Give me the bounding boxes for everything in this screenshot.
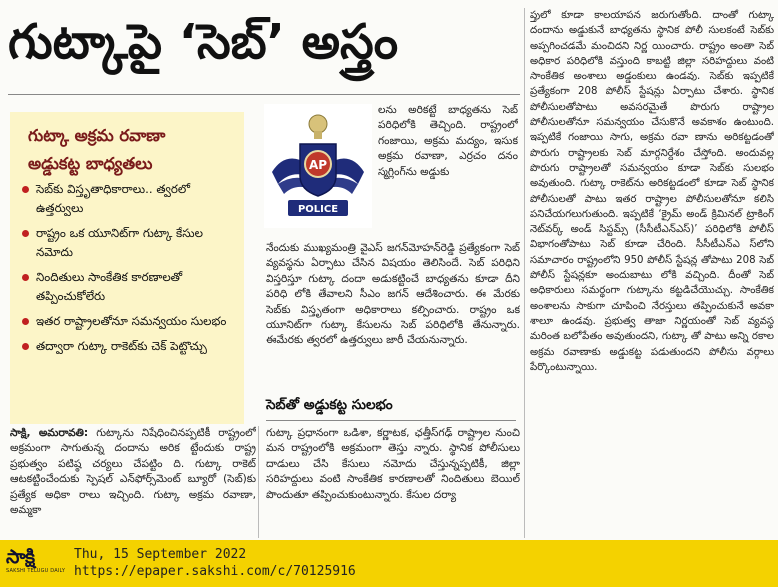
emblem-police-text: POLICE	[297, 204, 339, 215]
highlight-item: తద్వారా గుట్కా రాకెట్‌కు చెక్‌ పెట్టొచ్చు	[22, 337, 236, 356]
ap-police-emblem-svg	[264, 104, 372, 228]
article-text-mid-top: లను అరికట్టే బాధ్యతను సెబ్‌ పరిధిలోకి తెచ్చింది. రాష్ట్రంలో గంజాయి, అక్రమ మద్యం, ఇసుక అక్రమ రవాణా, ఎర్రచం దనం స్మగ్లింగ్‌ను అడ్డుకు	[378, 104, 518, 178]
highlight-item: నిందితులు సాంకేతిక కారణాలతో తప్పించుకోలేరు	[22, 268, 236, 306]
highlight-item: సెబ్‌కు విస్తృతాధికారాలు.. త్వరలో ఉత్తర్వులు	[22, 180, 236, 218]
highlights-box	[10, 112, 244, 424]
bullet-icon	[22, 343, 29, 350]
highlights-title	[28, 122, 238, 178]
edition-url[interactable]: https://epaper.sakshi.com/c/70125916	[74, 564, 356, 579]
article-text-mid-body: నేందుకు ముఖ్యమంత్రి వైఎస్‌ జగన్‌మోహన్‌రెడ్డి ప్రత్యేకంగా సెబ్‌ వ్యవస్థను ఏర్పాటు చేసిన విషయం తెలిసిందే. సెబ్‌ పరిధిని విస్తరిస్తూ గుట్కా దందా అడుకట్టించే బాధ్యతను కూడా దీని పరిధి లోకి తేవాలని సీఎం జగన్‌ ఆదేశించారు. ఈ మేరకు సెబ్‌కు విస్తృతంగా అధికారాలు కల్పించారు. రాష్ట్రం ఒక యూనిట్‌గా గుట్కా కేసులను సెబ్‌ పరిధిలోకి తేనున్నారు. ఈమేరకు త్వరలో ఉత్తర్వులు జారీ చేయనున్నారు.	[266, 242, 520, 347]
sakshi-logo-icon[interactable]	[6, 546, 66, 582]
subheading-rule	[266, 420, 516, 421]
article-lead: గుట్కాను నిషేధించినప్పటికీ రాష్ట్రంలో అక్రమంగా సాగుతున్న దందాను అరిక ట్టేందుకు రాష్ట్ర ప్రభుత్వం పటిష్ఠ చర్యలు చేపట్టిం ది. గుట్కా రాకెట్‌ ఆటకట్టించేందుకు స్పెషల్‌ ఎన్‌ఫోర్స్‌మెంట్‌ బ్యూరో (సెబ్‌)కు ప్రత్యేక అధికా రాలు ఇచ్చింది. గుట్కా అక్రమ రవాణా, అమ్మకా	[10, 427, 256, 517]
highlight-item: రాష్ట్రం ఒక యూనిట్‌గా గుట్కా కేసుల నమోదు	[22, 224, 236, 262]
headline: గుట్కాపై ‘సెబ్‌’ అస్త్రం	[8, 14, 399, 70]
headline-rule	[8, 94, 520, 95]
sakshi-brand: సాక్షి	[6, 546, 35, 568]
article-text-bottom-left	[10, 426, 256, 538]
highlights-title-line2: అడ్డుకట్ట బాధ్యతలు	[28, 154, 153, 173]
article-text-bottom-mid: గుట్కా ప్రధానంగా ఒడిశా, కర్ణాటక, ఛత్తీస్‌గఢ్‌ రాష్ట్రాల నుంచి మన రాష్ట్రంలోకి అక్రమంగా తెస్తు న్నారు. స్థానిక పోలీసులు దాడులు చేసి కేసులు నమోదు చేస్తున్నప్పటికీ, జిల్లా సరిహద్దులు వంటి సాంకేతిక కారణాలతో నిందితులు బెయిల్‌ పొందుతూ తప్పించుకుంటున్నారు. కేసుల దర్యా	[266, 427, 520, 501]
highlight-item: ఇతర రాష్ట్రాలతోనూ సమన్వయం సులభం	[22, 312, 236, 331]
subheading: సెబ్‌తో అడ్డుకట్ట సులభం	[266, 397, 393, 413]
sakshi-brand-sub: SAKSHI TELUGU DAILY	[6, 568, 66, 574]
dateline: సాక్షి, అమరావతి:	[10, 427, 89, 439]
highlights-list	[22, 180, 236, 362]
highlights-title-line1: గుట్కా అక్రమ రవాణా	[28, 126, 166, 145]
edition-date: Thu, 15 September 2022	[74, 547, 247, 562]
column-divider	[524, 8, 525, 538]
emblem-ap-text: AP	[308, 158, 328, 172]
bullet-icon	[22, 186, 29, 193]
column-divider	[258, 426, 259, 538]
epaper-footer	[0, 540, 778, 587]
bullet-icon	[22, 230, 29, 237]
bullet-icon	[22, 274, 29, 281]
article-text-right-column: ప్తులో కూడా కాలయాపన జరుగుతోంది. దాంతో గుట్కా దందాను అడ్డుకునే బాధ్యతను స్థానిక పోలీ సులకంటే సెబ్‌కు అప్పగించడమే మంచిదని నిర్ణ యించారు. రాష్ట్రం అంతా సెబ్‌ అధికార పరిధిలోకి వస్తుంది కాబట్టి జిల్లా సరిహద్దులు వంటి సాంకేతిక అంశాలు అడ్డంకులు ఉండవు. సెబ్‌కు ఇప్పటికే ప్రత్యేకంగా 208 పోలీస్‌ స్టేషన్లు ఏర్పాటు చేశారు. స్థానిక పోలీసులతోపాటు అవసరమైతే పొరుగు రాష్ట్రాల పోలీసులతోనూ సమన్వయం చేసుకొనే అవకాశం ఉంటుంది. ఇప్పటికే గంజాయి సాగు, అక్రమ రవా ణాను అరికట్టడంతో పొరుగు రాష్ట్రాలకు సెబ్‌ మార్గనిర్దేశం చేస్తోంది. అందువల్ల పొరుగు రాష్ట్రాలతో సమన్వయం కూడా సెబ్‌కు సులభం అవుతుంది. గుట్కా రాకెట్‌ను అరికట్టడంలో కూడా సెబ్‌ స్థానిక పోలీసులతో పాటు ఇతర రాష్ట్రాల పోలీసులతోనూ కలిసి పనిచేయగలుగుతుంది. ఇప్పటికే ‘క్రైమ్‌ అండ్‌ క్రిమినల్‌ ట్రాకింగ్‌ నెట్‌వర్క్‌ అండ్‌ సిస్టమ్స్‌ (సీసీటీఎన్‌ఎస్‌)’ పరిధిలోకి పోలీస్‌ విభాగంతోపాటు సెబ్‌ కూడా చేరింది. సీసీటీఎన్‌ఎ స్‌లోని సమాచారం రాష్ట్రంలోని 950 పోలీస్‌ స్టేషన్ల తోపాటు 208 సెబ్‌ పోలీస్‌ స్టేషన్లకూ అందుబాటు లోకి వచ్చింది. దీంతో సెబ్‌ అధికారులు సమర్థంగా గుట్కాను కట్టడిచేయొచ్చు. సాంకేతిక అంశాలను సాకుగా చూపించి నేరస్తులు తప్పించుకునే అవకా శాలూ ఉండవు. ప్రభుత్వ తాజా నిర్ణయంతో సెబ్‌ వ్యవస్థ మరింత బలోపేతం అవుతుందని, గుట్కా తో పాటు అన్ని రకాల అక్రమ రవాణాకు అడ్డుకట్ట పడుతుందని పోలీసు వర్గాలు పేర్కొంటున్నాయి.	[530, 10, 774, 373]
ap-police-emblem-icon	[264, 104, 372, 228]
bullet-icon	[22, 318, 29, 325]
